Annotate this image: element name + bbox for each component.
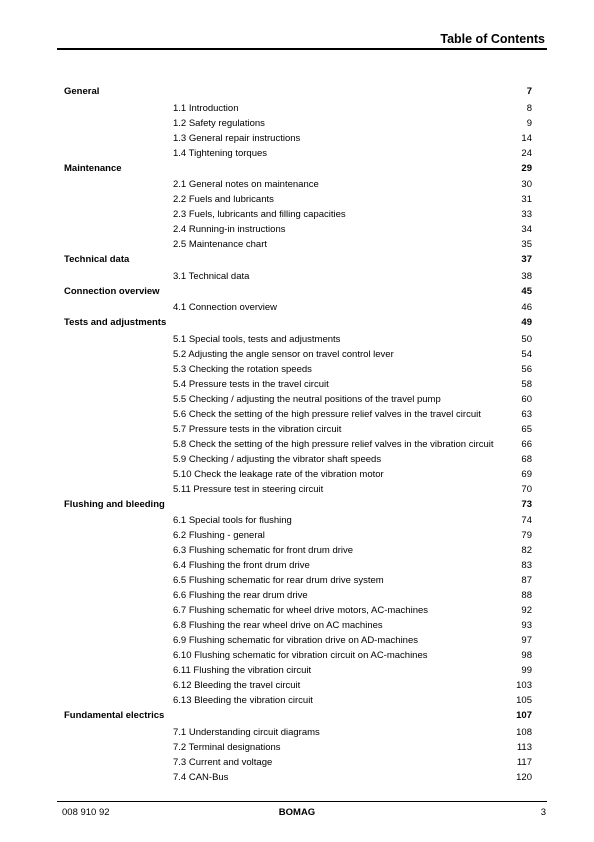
toc-entry-title: 6.7 Flushing schematic for wheel drive motors, AC-machines xyxy=(173,605,429,616)
toc-entry-title: 6.9 Flushing schematic for vibration drive on AD-machines xyxy=(173,635,419,646)
toc-entry-title: 6.11 Flushing the vibration circuit xyxy=(173,665,312,676)
toc-entry-title: 5.1 Special tools, tests and adjustments xyxy=(173,333,341,345)
toc-entry-title: 5.2 Adjusting the angle sensor on travel control lever xyxy=(173,348,394,360)
toc-page-number: 50 xyxy=(521,333,532,345)
toc-entry-row[interactable] xyxy=(0,437,594,452)
toc-entry-title: 5.3 Checking the rotation speeds xyxy=(173,363,312,375)
toc-entry-row[interactable] xyxy=(0,725,594,740)
toc-entry-row[interactable] xyxy=(0,422,594,437)
toc-section-title: General xyxy=(64,86,100,97)
toc-page-number: 117 xyxy=(516,756,532,768)
toc-entry-row[interactable] xyxy=(0,678,594,693)
toc-entry-title: 5.10 Check the leakage rate of the vibration motor xyxy=(173,468,384,480)
page-number: 3 xyxy=(540,807,546,818)
toc-entry-title: 5.9 Checking / adjusting the vibrator shaft speeds xyxy=(173,453,382,465)
toc-page-number: 30 xyxy=(521,179,532,190)
toc-page-number: 34 xyxy=(521,224,532,235)
toc-page-number: 56 xyxy=(521,363,532,375)
toc-page-number: 69 xyxy=(521,468,532,480)
toc-section-row[interactable] xyxy=(0,252,594,267)
toc-page-number: 35 xyxy=(521,239,532,250)
toc-entry-row[interactable] xyxy=(0,332,594,347)
toc-page-number: 63 xyxy=(521,408,532,420)
toc-section-row[interactable] xyxy=(0,497,594,512)
toc-page-number: 83 xyxy=(521,560,532,571)
toc-entry-row[interactable] xyxy=(0,770,594,785)
toc-entry-title: 5.5 Checking / adjusting the neutral positions of the travel pump xyxy=(173,393,441,405)
toc-entry-row[interactable] xyxy=(0,131,594,146)
toc-page-number: 46 xyxy=(521,302,532,313)
toc-entry-title: 2.2 Fuels and lubricants xyxy=(173,194,274,205)
toc-entry-title: 6.10 Flushing schematic for vibration circuit on AC-machines xyxy=(173,650,428,661)
toc-entry-row[interactable] xyxy=(0,693,594,708)
toc-page-number: 68 xyxy=(521,453,532,465)
toc-entry-title: 5.6 Check the setting of the high pressure relief valves in the travel circuit xyxy=(173,408,481,420)
toc-section-row[interactable] xyxy=(0,708,594,723)
toc-entry-row[interactable] xyxy=(0,603,594,618)
toc-entry-row[interactable] xyxy=(0,222,594,237)
toc-entry-row[interactable] xyxy=(0,648,594,663)
toc-entry-title: 1.2 Safety regulations xyxy=(173,117,265,129)
toc-section-row[interactable] xyxy=(0,84,594,99)
toc-section-title: Technical data xyxy=(64,254,130,265)
toc-page-number: 82 xyxy=(521,545,532,556)
toc-page-number: 87 xyxy=(521,575,532,586)
header-rule xyxy=(57,48,547,50)
toc-entry-row[interactable] xyxy=(0,146,594,161)
toc-entry-row[interactable] xyxy=(0,588,594,603)
toc-section-title: Fundamental electrics xyxy=(64,710,165,721)
toc-section-title: Maintenance xyxy=(64,162,122,174)
toc-section-row[interactable] xyxy=(0,315,594,330)
toc-page-number: 73 xyxy=(521,498,532,510)
toc-page-number: 105 xyxy=(516,695,532,706)
toc-entry-row[interactable] xyxy=(0,663,594,678)
toc-page-number: 97 xyxy=(521,635,532,646)
toc-entry-row[interactable] xyxy=(0,237,594,252)
toc-entry-title: 2.4 Running-in instructions xyxy=(173,224,286,235)
toc-page-number: 60 xyxy=(521,393,532,405)
toc-page-number: 70 xyxy=(521,483,532,495)
toc-page-number: 93 xyxy=(521,620,532,631)
toc-page-number: 9 xyxy=(526,117,532,129)
toc-page-number: 58 xyxy=(521,378,532,390)
toc-entry-row[interactable] xyxy=(0,467,594,482)
toc-entry-row[interactable] xyxy=(0,116,594,131)
toc-section-row[interactable] xyxy=(0,284,594,299)
toc-entry-row[interactable] xyxy=(0,543,594,558)
toc-entry-title: 5.8 Check the setting of the high pressure relief valves in the vibration circuit xyxy=(173,438,494,450)
toc-entry-row[interactable] xyxy=(0,269,594,284)
toc-entry-row[interactable] xyxy=(0,633,594,648)
toc-entry-row[interactable] xyxy=(0,407,594,422)
toc-entry-row[interactable] xyxy=(0,177,594,192)
toc-entry-title: 1.4 Tightening torques xyxy=(173,147,268,159)
toc-entry-row[interactable] xyxy=(0,101,594,116)
toc-entry-title: 2.1 General notes on maintenance xyxy=(173,179,319,190)
toc-page-number: 38 xyxy=(521,270,532,282)
toc-entry-title: 5.4 Pressure tests in the travel circuit xyxy=(173,378,329,390)
brand-name: BOMAG xyxy=(278,807,316,818)
toc-page-number: 107 xyxy=(516,710,532,721)
toc-entry-title: 4.1 Connection overview xyxy=(173,302,278,313)
toc-entry-title: 6.8 Flushing the rear wheel drive on AC machines xyxy=(173,620,383,631)
toc-page-number: 98 xyxy=(521,650,532,661)
toc-entry-title: 7.3 Current and voltage xyxy=(173,756,273,768)
toc-entry-row[interactable] xyxy=(0,573,594,588)
toc-section-title: Tests and adjustments xyxy=(64,317,167,328)
toc-entry-row[interactable] xyxy=(0,347,594,362)
toc-entry-title: 6.5 Flushing schematic for rear drum drive system xyxy=(173,575,384,586)
toc-page-number: 99 xyxy=(521,665,532,676)
toc-entry-title: 7.1 Understanding circuit diagrams xyxy=(173,726,320,738)
toc-entry-title: 5.7 Pressure tests in the vibration circuit xyxy=(173,423,342,435)
toc-entry-title: 7.2 Terminal designations xyxy=(173,741,281,753)
table-of-contents xyxy=(0,84,594,785)
toc-entry-row[interactable] xyxy=(0,513,594,528)
toc-page-number: 29 xyxy=(521,162,532,174)
toc-entry-row[interactable] xyxy=(0,618,594,633)
toc-page-number: 108 xyxy=(516,726,532,738)
toc-page-number: 103 xyxy=(516,680,532,691)
toc-entry-row[interactable] xyxy=(0,362,594,377)
toc-page-number: 54 xyxy=(521,348,532,360)
toc-page-number: 24 xyxy=(521,147,532,159)
toc-page-number: 49 xyxy=(521,317,532,328)
toc-entry-row[interactable] xyxy=(0,300,594,315)
footer-rule xyxy=(57,801,547,802)
toc-section-row[interactable] xyxy=(0,161,594,176)
toc-entry-title: 6.12 Bleeding the travel circuit xyxy=(173,680,301,691)
toc-entry-row[interactable] xyxy=(0,377,594,392)
toc-page-number: 66 xyxy=(521,438,532,450)
toc-entry-title: 6.4 Flushing the front drum drive xyxy=(173,560,310,571)
toc-entry-row[interactable] xyxy=(0,528,594,543)
toc-page-number: 31 xyxy=(521,194,532,205)
toc-entry-title: 5.11 Pressure test in steering circuit xyxy=(173,483,324,495)
toc-entry-row[interactable] xyxy=(0,207,594,222)
toc-section-title: Connection overview xyxy=(64,285,160,297)
toc-entry-row[interactable] xyxy=(0,192,594,207)
toc-entry-row[interactable] xyxy=(0,392,594,407)
toc-page-number: 8 xyxy=(526,102,532,114)
toc-page-number: 7 xyxy=(526,86,532,97)
toc-entry-title: 7.4 CAN-Bus xyxy=(173,771,229,783)
toc-entry-row[interactable] xyxy=(0,452,594,467)
toc-entry-title: 6.6 Flushing the rear drum drive xyxy=(173,590,308,601)
toc-entry-title: 6.2 Flushing - general xyxy=(173,530,265,541)
page-title: Table of Contents xyxy=(440,32,545,46)
toc-entry-row[interactable] xyxy=(0,740,594,755)
toc-entry-title: 3.1 Technical data xyxy=(173,270,250,282)
toc-entry-row[interactable] xyxy=(0,482,594,497)
toc-page-number: 74 xyxy=(521,515,532,526)
toc-entry-title: 1.1 Introduction xyxy=(173,102,239,114)
document-number: 008 910 92 xyxy=(62,807,110,818)
toc-page-number: 45 xyxy=(521,285,532,297)
toc-entry-row[interactable] xyxy=(0,755,594,770)
toc-entry-title: 1.3 General repair instructions xyxy=(173,132,301,144)
toc-page-number: 92 xyxy=(521,605,532,616)
toc-entry-title: 6.3 Flushing schematic for front drum drive xyxy=(173,545,354,556)
toc-entry-row[interactable] xyxy=(0,558,594,573)
toc-page-number: 14 xyxy=(521,132,532,144)
toc-page-number: 79 xyxy=(521,530,532,541)
toc-entry-title: 6.1 Special tools for flushing xyxy=(173,515,292,526)
toc-section-title: Flushing and bleeding xyxy=(64,498,165,510)
toc-page-number: 33 xyxy=(521,209,532,220)
toc-page-number: 65 xyxy=(521,423,532,435)
toc-page-number: 37 xyxy=(521,254,532,265)
toc-page-number: 120 xyxy=(516,771,532,783)
toc-entry-title: 2.5 Maintenance chart xyxy=(173,239,268,250)
toc-page-number: 113 xyxy=(516,741,532,753)
toc-entry-title: 2.3 Fuels, lubricants and filling capacities xyxy=(173,209,346,220)
toc-page-number: 88 xyxy=(521,590,532,601)
toc-entry-title: 6.13 Bleeding the vibration circuit xyxy=(173,695,313,706)
